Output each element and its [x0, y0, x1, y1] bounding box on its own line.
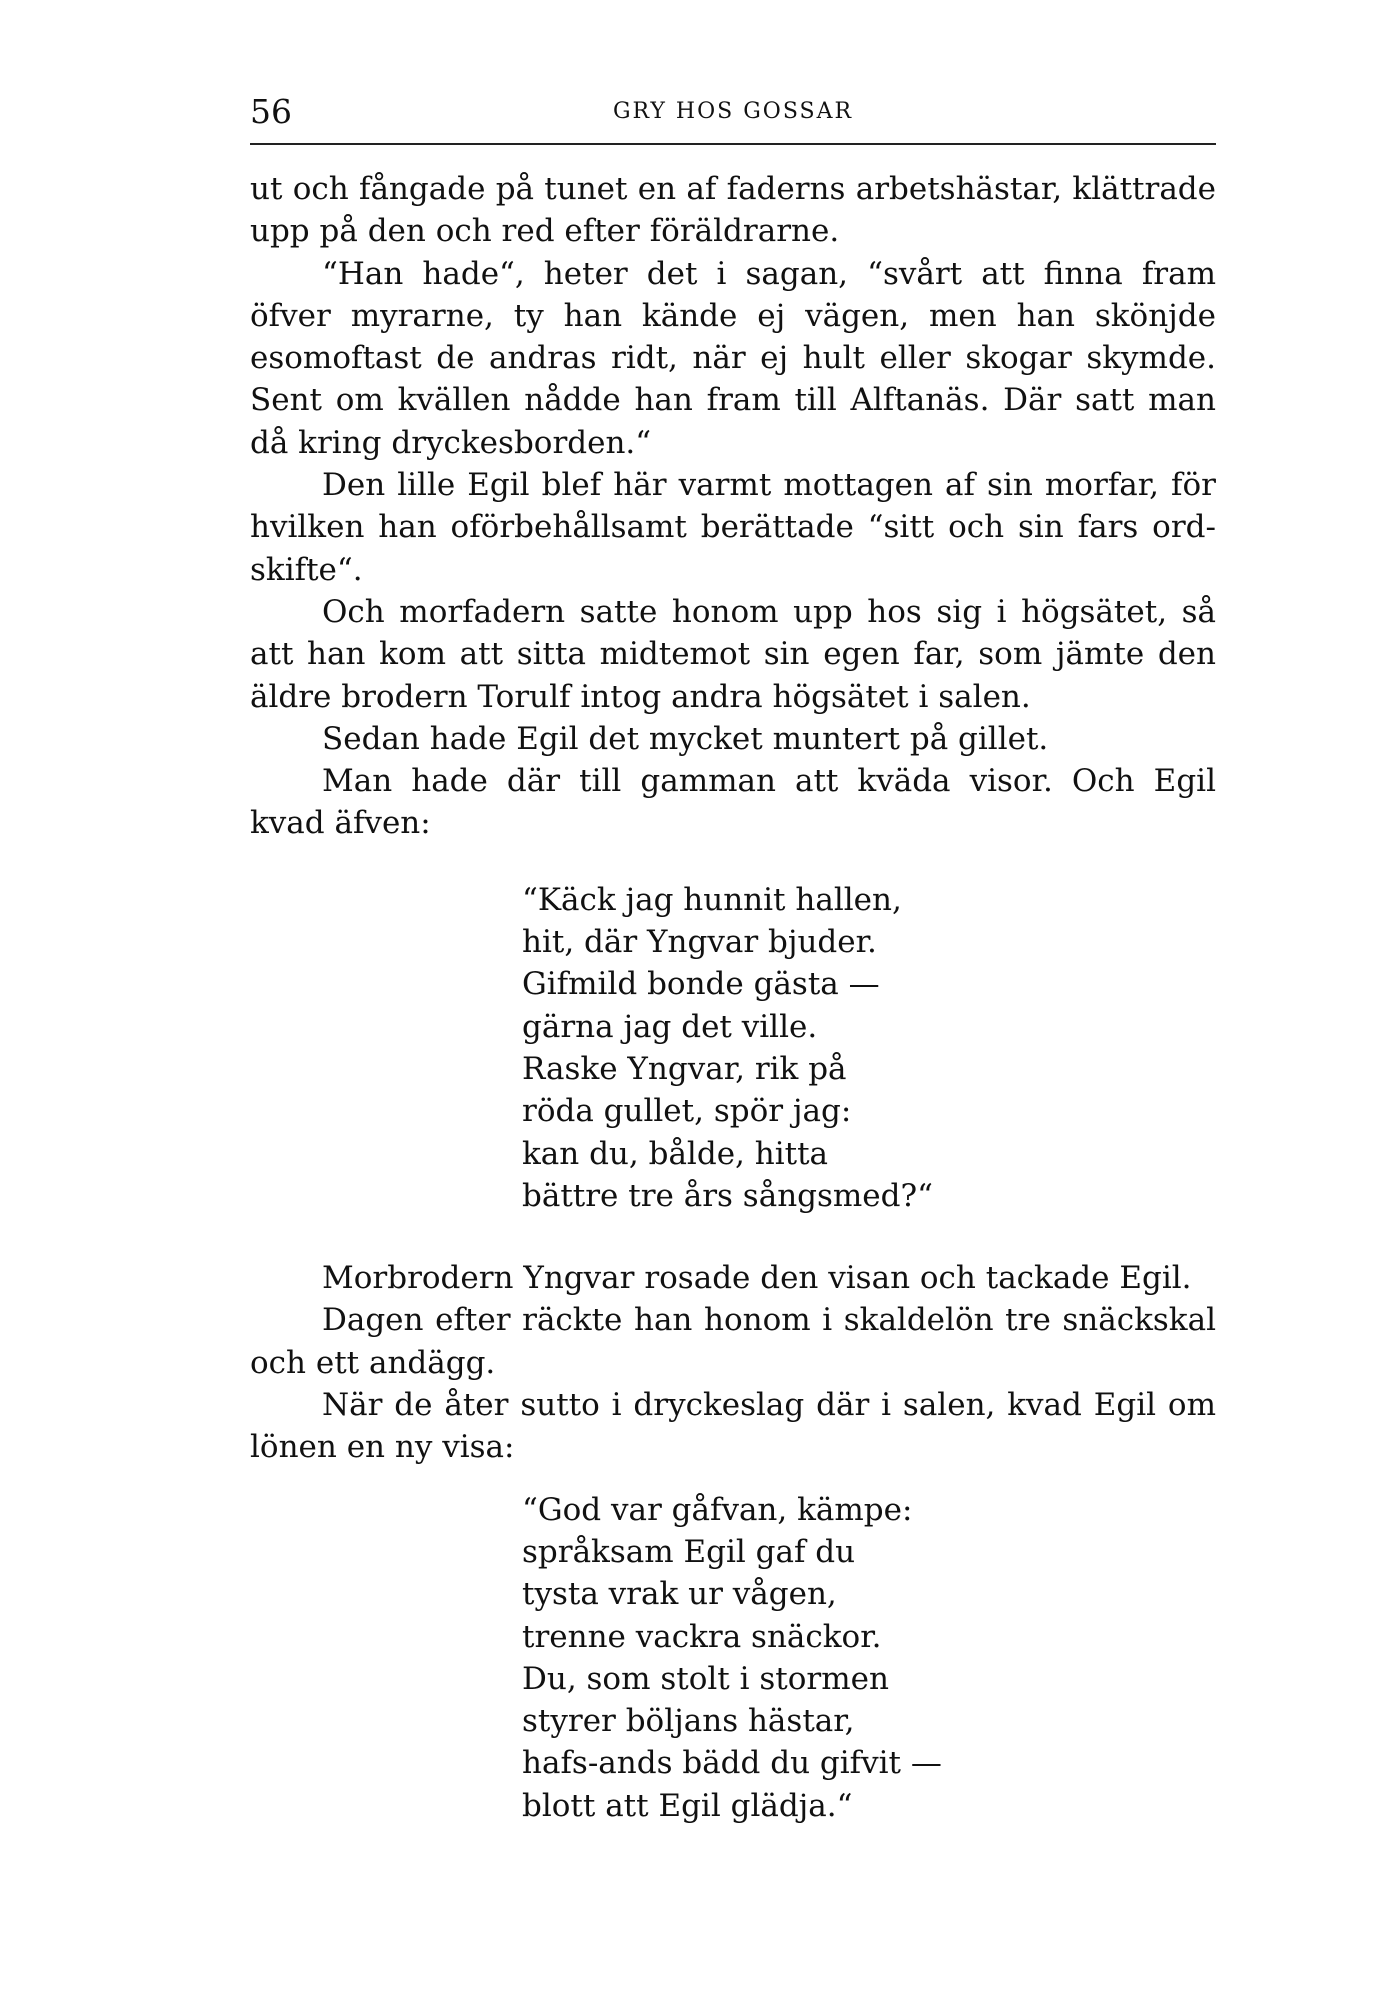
page-body: [250, 168, 1216, 1827]
paragraph: Dagen efter räckte han honom i skaldelön tre snäckskal och ett andägg.: [250, 1302, 1216, 1381]
poem-line: bättre tre års sångsmed?“: [522, 1177, 933, 1214]
poem-first: [522, 879, 1216, 1217]
poem-line: tysta vrak ur vågen,: [522, 1576, 837, 1613]
page-header: [250, 92, 1216, 132]
paragraph: Den lille Egil blef här varmt mottagen af sin morfar, för hvilken han oförbehållsamt berättade “sitt och sin fars ordskifte“.: [250, 467, 1216, 588]
paragraph: ut och fångade på tunet en af faderns arbetshästar, klättrade upp på den och red efter föräldrarne.: [250, 171, 1216, 250]
poem-line: blott att Egil glädja.“: [522, 1787, 853, 1824]
running-title: GRY HOS GOSSAR: [612, 99, 854, 124]
poem-line: språksam Egil gaf du: [522, 1533, 856, 1570]
poem-line: “God var gåfvan, kämpe:: [522, 1491, 913, 1528]
header-rule: [250, 143, 1216, 145]
page-number: 56: [250, 92, 292, 131]
paragraph: “Han hade“, heter det i sagan, “svårt att finna fram öfver myrarne, ty han kände ej vägen, men han skönjde esomoftast de andras ridt, när ej hult eller skogar skymde. Sent om kvällen nådde han fram till Alftanäs. Där satt man då kring dryckesborden.“: [250, 255, 1216, 461]
poem-line: trenne vackra snäckor.: [522, 1618, 882, 1655]
poem-line: Raske Yngvar, rik på: [522, 1050, 847, 1087]
paragraph: När de åter sutto i dryckeslag där i salen, kvad Egil om lönen en ny visa:: [250, 1387, 1216, 1466]
paragraph: Morbrodern Yngvar rosade den visan och tackade Egil.: [322, 1260, 1192, 1297]
poem-line: “Käck jag hunnit hallen,: [522, 881, 902, 918]
poem-line: kan du, bålde, hitta: [522, 1135, 829, 1172]
paragraph: Och morfadern satte honom upp hos sig i högsätet, så att han kom att sitta midtemot sin egen far, som jämte den äldre brodern Torulf intog andra högsätet i salen.: [250, 593, 1216, 715]
paragraph: Sedan hade Egil det mycket muntert på gillet.: [322, 720, 1049, 757]
poem-line: röda gullet, spör jag:: [522, 1093, 852, 1130]
poem-second: [522, 1489, 1216, 1827]
paragraphs-a: [250, 168, 1216, 845]
paragraph: Man hade där till gamman att kväda visor. Och Egil kvad äfven:: [250, 763, 1216, 842]
poem-line: Gifmild bonde gästa —: [522, 966, 880, 1003]
poem-line: hit, där Yngvar bjuder.: [522, 924, 877, 961]
paragraphs-b: [250, 1257, 1216, 1468]
poem-line: Du, som stolt i stormen: [522, 1660, 889, 1697]
poem-line: gärna jag det ville.: [522, 1008, 818, 1045]
poem-line: hafs-ands bädd du gifvit —: [522, 1745, 942, 1782]
poem-line: styrer böljans hästar,: [522, 1703, 855, 1740]
